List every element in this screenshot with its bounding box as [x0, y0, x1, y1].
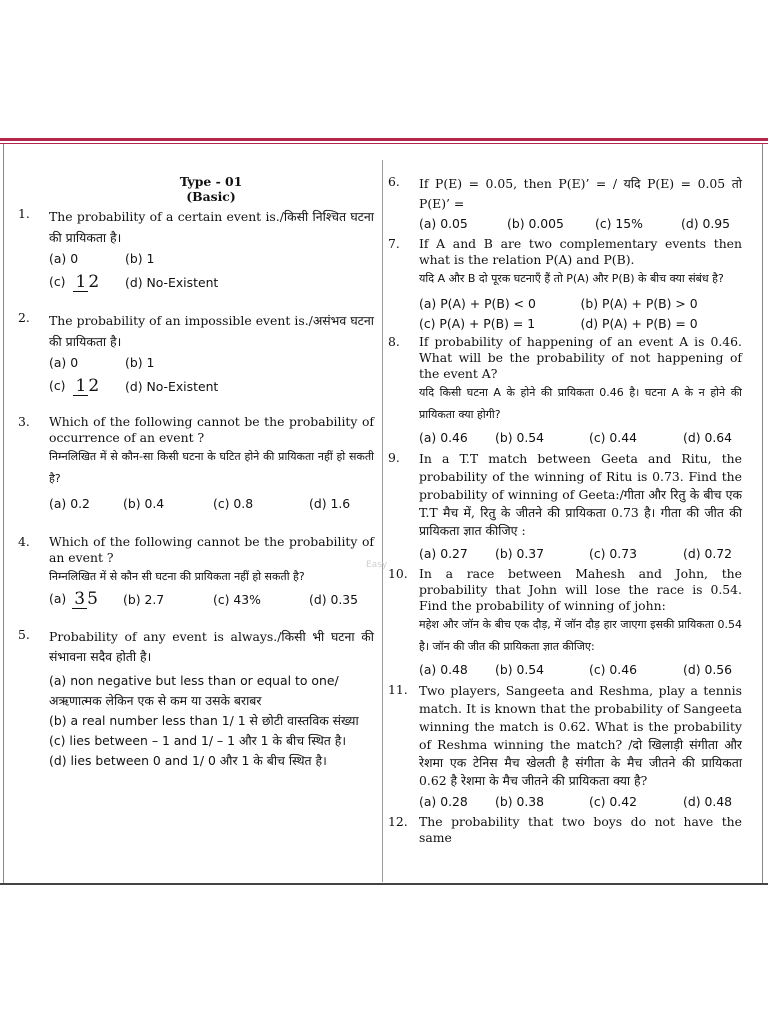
option-b: (b) 0.54: [495, 430, 545, 445]
question-text: If P(E) = 0.05, then P(E)’ = / यदि P(E) = 0.05 तो P(E)’ =: [419, 176, 742, 211]
page-edge-left: [3, 144, 4, 884]
question-number: 7.: [388, 236, 400, 251]
question-text: The probability of an impossible event is./असंभव घटना की प्रायिकता है।: [49, 313, 374, 349]
option-c: (c) 43%: [213, 591, 261, 607]
question-9: [388, 450, 742, 562]
question-text-hindi: यदि किसी घटना A के होने की प्रायिकता 0.46 है। घटना A के न होने की प्रायिकता क्या होगी?: [419, 386, 742, 421]
question-11: [388, 682, 742, 810]
options-grid: [419, 294, 742, 334]
option-d: (d) 1.6: [309, 496, 351, 511]
question-text-hindi: निम्नलिखित में से कौन-सा किसी घटना के घटित होने की प्रायिकता नहीं हो सकती है?: [49, 450, 374, 485]
section-type: Type - 01: [179, 174, 243, 189]
option-d: (d) 0.72: [683, 546, 733, 561]
watermark: Easy: [366, 560, 388, 570]
question-text-hindi: निम्नलिखित में से कौन सी घटना की प्रायिकता नहीं हो सकती है?: [49, 570, 305, 583]
question-2: [18, 310, 374, 396]
question-6: [388, 174, 742, 232]
option-a: (a) 0.28: [419, 794, 468, 809]
option-a: (a) 0: [49, 251, 79, 266]
option-c: (c) 0.42: [589, 794, 638, 809]
question-text: Two players, Sangeeta and Reshma, play a tennis match. It is known that the probability of Sangeeta winning the match is 0.62. What is the probability of Reshma winning the match? /दो खिलाड़ी संगीता और रेशमा एक टेनिस मैच खेलती है संगीता के मैच जीतने की प्रायिकता 0.62 है रेशमा के मैच जीतने की प्रायिकता क्या है?: [419, 683, 742, 788]
question-text: If probability of happening of an event A is 0.46. What will be the probability of not happening of the event A?: [419, 334, 742, 381]
bottom-rule: [0, 883, 768, 885]
option-c: (c) lies between – 1 and 1/ – 1 और 1 के बीच स्थित है।: [49, 733, 347, 748]
fraction-denominator: 2: [88, 272, 100, 292]
question-number: 2.: [18, 310, 30, 325]
question-8: [388, 334, 742, 446]
options-row: [419, 662, 742, 678]
options-row: [419, 430, 742, 446]
options-row: [419, 216, 742, 232]
option-c: (c) 0.44: [589, 430, 638, 445]
option-d: (d) 0.48: [683, 794, 733, 809]
option-b: (b) 1: [125, 251, 155, 266]
question-1: [18, 206, 374, 292]
question-5: [18, 627, 374, 769]
option-a: (a) 0.05: [419, 216, 468, 231]
option-c: (c) 15%: [595, 216, 643, 231]
options-row: [419, 794, 742, 810]
question-text: In a race between Mahesh and John, the probability that John will lose the race is 0.54. Find the probability of winning of john:: [419, 566, 742, 613]
question-12: [388, 814, 742, 846]
options-row: [49, 377, 374, 396]
right-column: [388, 174, 742, 846]
option-b: (b) a real number less than 1/ 1 से छोटी वास्तविक संख्या: [49, 713, 359, 728]
option-c: [49, 377, 125, 396]
option-d: (d) No-Existent: [125, 274, 219, 290]
top-rule: [0, 138, 768, 141]
question-7: [388, 236, 742, 334]
option-b: (b) 0.54: [495, 662, 545, 677]
question-text: If A and B are two complementary events then what is the relation P(A) and P(B).: [419, 236, 742, 267]
page-edge-right: [762, 144, 763, 884]
option-c: (c) 0.8: [213, 496, 254, 511]
option-b: (b) 0.005: [507, 216, 564, 231]
question-text: The probability of a certain event is./किसी निश्चित घटना की प्रायिकता है।: [49, 209, 374, 245]
option-a: (a) 0.27: [419, 546, 468, 561]
option-a: (a) P(A) + P(B) < 0: [419, 296, 536, 311]
fraction-numerator: 1: [75, 376, 87, 396]
option-a: (a) 0.2: [49, 496, 90, 511]
option-d: (d) No-Existent: [125, 378, 219, 394]
option-a: (a) non negative but less than or equal to one/ अऋणात्मक लेकिन एक से कम या उसके बराबर: [49, 673, 339, 708]
question-number: 5.: [18, 627, 30, 642]
option-d: (d) lies between 0 and 1/ 0 और 1 के बीच स्थित है।: [49, 753, 327, 768]
question-number: 8.: [388, 334, 400, 349]
options-row: [49, 273, 374, 292]
option-c: (c) P(A) + P(B) = 1: [419, 316, 536, 331]
options-row: [49, 355, 374, 371]
question-number: 3.: [18, 414, 30, 429]
fraction-numerator: 1: [75, 272, 87, 292]
question-4: [18, 534, 374, 609]
option-c-label: (c): [49, 274, 66, 289]
option-d: (d) 0.95: [681, 216, 731, 231]
question-text: The probability that two boys do not have the same: [419, 814, 742, 845]
option-c: [49, 273, 125, 292]
question-text: In a T.T match between Geeta and Ritu, the probability of the winning of Ritu is 0.73. Find the probability of winning of Geeta:/गीता और रितु के बीच एक T.T मैच में, रितु के जीतने की प्रायिकता 0.73 है। गीता की जीत की प्रायिकता ज्ञात कीजिए :: [419, 451, 742, 538]
fraction: [73, 377, 99, 396]
question-3: [18, 414, 374, 512]
question-number: 12.: [388, 814, 408, 829]
options-row: [419, 546, 742, 562]
option-d: (d) 0.35: [309, 591, 359, 607]
top-rule-thin: [0, 143, 768, 144]
option-a: (a) 0.46: [419, 430, 468, 445]
option-c: (c) 0.46: [589, 662, 638, 677]
question-number: 9.: [388, 450, 400, 465]
question-number: 10.: [388, 566, 408, 581]
question-number: 6.: [388, 174, 400, 189]
options-row: [49, 251, 374, 267]
fraction-numerator: 3: [74, 589, 86, 609]
option-b: (b) 1: [125, 355, 155, 370]
option-d: (d) 0.56: [683, 662, 733, 677]
left-column: [18, 174, 374, 769]
options-row: [49, 496, 374, 512]
option-a: [49, 590, 123, 609]
option-a: (a) 0.48: [419, 662, 468, 677]
question-text: Probability of any event is always./किसी भी घटना की संभावना सदैव होती है।: [49, 629, 374, 664]
option-d: (d) 0.64: [683, 430, 733, 445]
question-10: [388, 566, 742, 678]
options-row: [49, 590, 374, 609]
option-c: (c) 0.73: [589, 546, 638, 561]
question-text-hindi: महेश और जॉन के बीच एक दौड़, में जॉन दौड़ हार जाएगा इसकी प्रायिकता 0.54 है। जॉन की जीत की प्रायिकता ज्ञात कीजिए:: [419, 618, 742, 653]
option-a: (a) 0: [49, 355, 79, 370]
fraction: [72, 590, 98, 609]
question-text-hindi: यदि A और B दो पूरक घटनाएँ हैं तो P(A) और P(B) के बीच क्या संबंध है?: [419, 272, 724, 285]
option-b: (b) 0.37: [495, 546, 545, 561]
question-number: 4.: [18, 534, 30, 549]
option-b: (b) 0.38: [495, 794, 545, 809]
option-a-label: (a): [49, 591, 67, 606]
option-b: (b) 0.4: [123, 496, 165, 511]
question-text: Which of the following cannot be the probability of an event ?: [49, 534, 374, 565]
option-b: (b) 2.7: [123, 591, 165, 607]
question-number: 1.: [18, 206, 30, 221]
option-d: (d) P(A) + P(B) = 0: [580, 316, 698, 331]
fraction-denominator: 5: [87, 589, 98, 609]
fraction-denominator: 2: [88, 376, 100, 396]
fraction: [73, 273, 99, 292]
question-number: 11.: [388, 682, 408, 697]
question-text: Which of the following cannot be the probability of occurrence of an event ?: [49, 414, 374, 445]
section-subtitle: (Basic): [186, 189, 236, 204]
column-divider: [382, 160, 383, 882]
option-b: (b) P(A) + P(B) > 0: [580, 296, 698, 311]
option-c-label: (c): [49, 378, 66, 393]
